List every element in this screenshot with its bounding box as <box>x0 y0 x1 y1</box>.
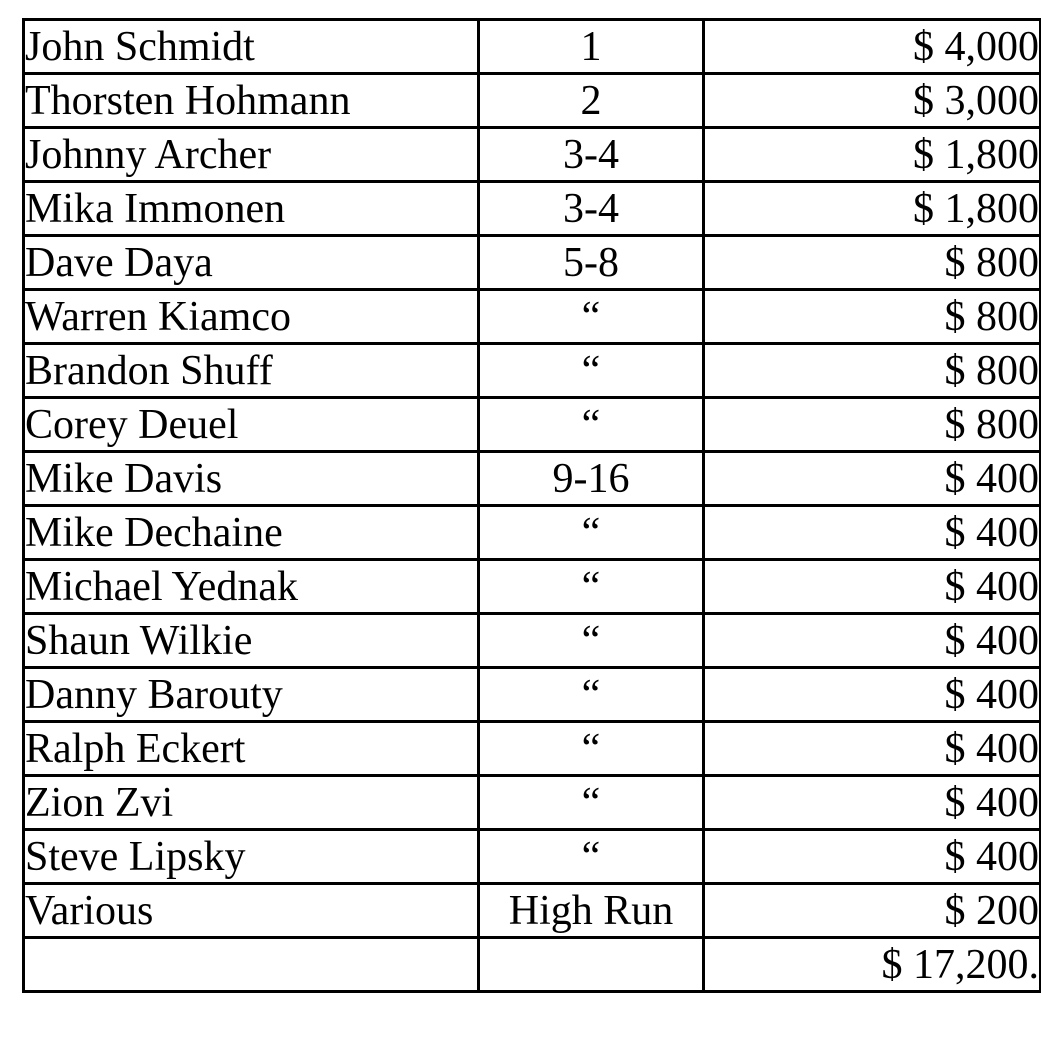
prize-cell: $ 800 <box>704 344 1041 398</box>
prize-cell: $ 1,800 <box>704 128 1041 182</box>
table-row <box>24 128 1041 182</box>
place-cell: 9-16 <box>479 452 704 506</box>
total-place-cell <box>479 938 704 992</box>
place-cell: “ <box>479 614 704 668</box>
prize-cell: $ 400 <box>704 668 1041 722</box>
table-row <box>24 398 1041 452</box>
player-name-cell: Dave Daya <box>24 236 479 290</box>
place-cell: 5-8 <box>479 236 704 290</box>
total-row <box>24 938 1041 992</box>
place-cell: “ <box>479 344 704 398</box>
place-cell: “ <box>479 722 704 776</box>
table-row <box>24 20 1041 74</box>
player-name-cell: Mika Immonen <box>24 182 479 236</box>
table-row <box>24 236 1041 290</box>
place-cell: “ <box>479 290 704 344</box>
place-cell: 1 <box>479 20 704 74</box>
player-name-cell: Warren Kiamco <box>24 290 479 344</box>
place-cell: “ <box>479 830 704 884</box>
player-name-cell: Steve Lipsky <box>24 830 479 884</box>
player-name-cell: Michael Yednak <box>24 560 479 614</box>
table-row <box>24 344 1041 398</box>
table-row <box>24 182 1041 236</box>
prize-cell: $ 400 <box>704 776 1041 830</box>
prize-cell: $ 400 <box>704 506 1041 560</box>
total-prize-cell: $ 17,200. <box>704 938 1041 992</box>
table-row <box>24 776 1041 830</box>
place-cell: “ <box>479 560 704 614</box>
payout-table-body <box>24 20 1041 992</box>
table-row <box>24 884 1041 938</box>
table-row <box>24 722 1041 776</box>
prize-cell: $ 1,800 <box>704 182 1041 236</box>
player-name-cell: Mike Davis <box>24 452 479 506</box>
player-name-cell: Corey Deuel <box>24 398 479 452</box>
player-name-cell: Shaun Wilkie <box>24 614 479 668</box>
player-name-cell: Various <box>24 884 479 938</box>
place-cell: “ <box>479 506 704 560</box>
place-cell: 3-4 <box>479 182 704 236</box>
player-name-cell: Johnny Archer <box>24 128 479 182</box>
table-row <box>24 452 1041 506</box>
prize-cell: $ 400 <box>704 830 1041 884</box>
prize-cell: $ 400 <box>704 614 1041 668</box>
player-name-cell: Thorsten Hohmann <box>24 74 479 128</box>
table-row <box>24 830 1041 884</box>
place-cell: “ <box>479 398 704 452</box>
place-cell: “ <box>479 668 704 722</box>
player-name-cell: Mike Dechaine <box>24 506 479 560</box>
payout-table <box>22 18 1041 993</box>
prize-cell: $ 800 <box>704 236 1041 290</box>
prize-cell: $ 400 <box>704 452 1041 506</box>
table-row <box>24 290 1041 344</box>
place-cell: High Run <box>479 884 704 938</box>
player-name-cell: Zion Zvi <box>24 776 479 830</box>
prize-cell: $ 400 <box>704 560 1041 614</box>
place-cell: 3-4 <box>479 128 704 182</box>
place-cell: “ <box>479 776 704 830</box>
prize-cell: $ 400 <box>704 722 1041 776</box>
table-row <box>24 614 1041 668</box>
player-name-cell: Brandon Shuff <box>24 344 479 398</box>
table-row <box>24 560 1041 614</box>
prize-cell: $ 800 <box>704 398 1041 452</box>
total-name-cell <box>24 938 479 992</box>
table-row <box>24 506 1041 560</box>
prize-cell: $ 3,000 <box>704 74 1041 128</box>
player-name-cell: John Schmidt <box>24 20 479 74</box>
place-cell: 2 <box>479 74 704 128</box>
prize-cell: $ 4,000 <box>704 20 1041 74</box>
player-name-cell: Danny Barouty <box>24 668 479 722</box>
table-row <box>24 668 1041 722</box>
prize-cell: $ 200 <box>704 884 1041 938</box>
player-name-cell: Ralph Eckert <box>24 722 479 776</box>
table-row <box>24 74 1041 128</box>
prize-cell: $ 800 <box>704 290 1041 344</box>
